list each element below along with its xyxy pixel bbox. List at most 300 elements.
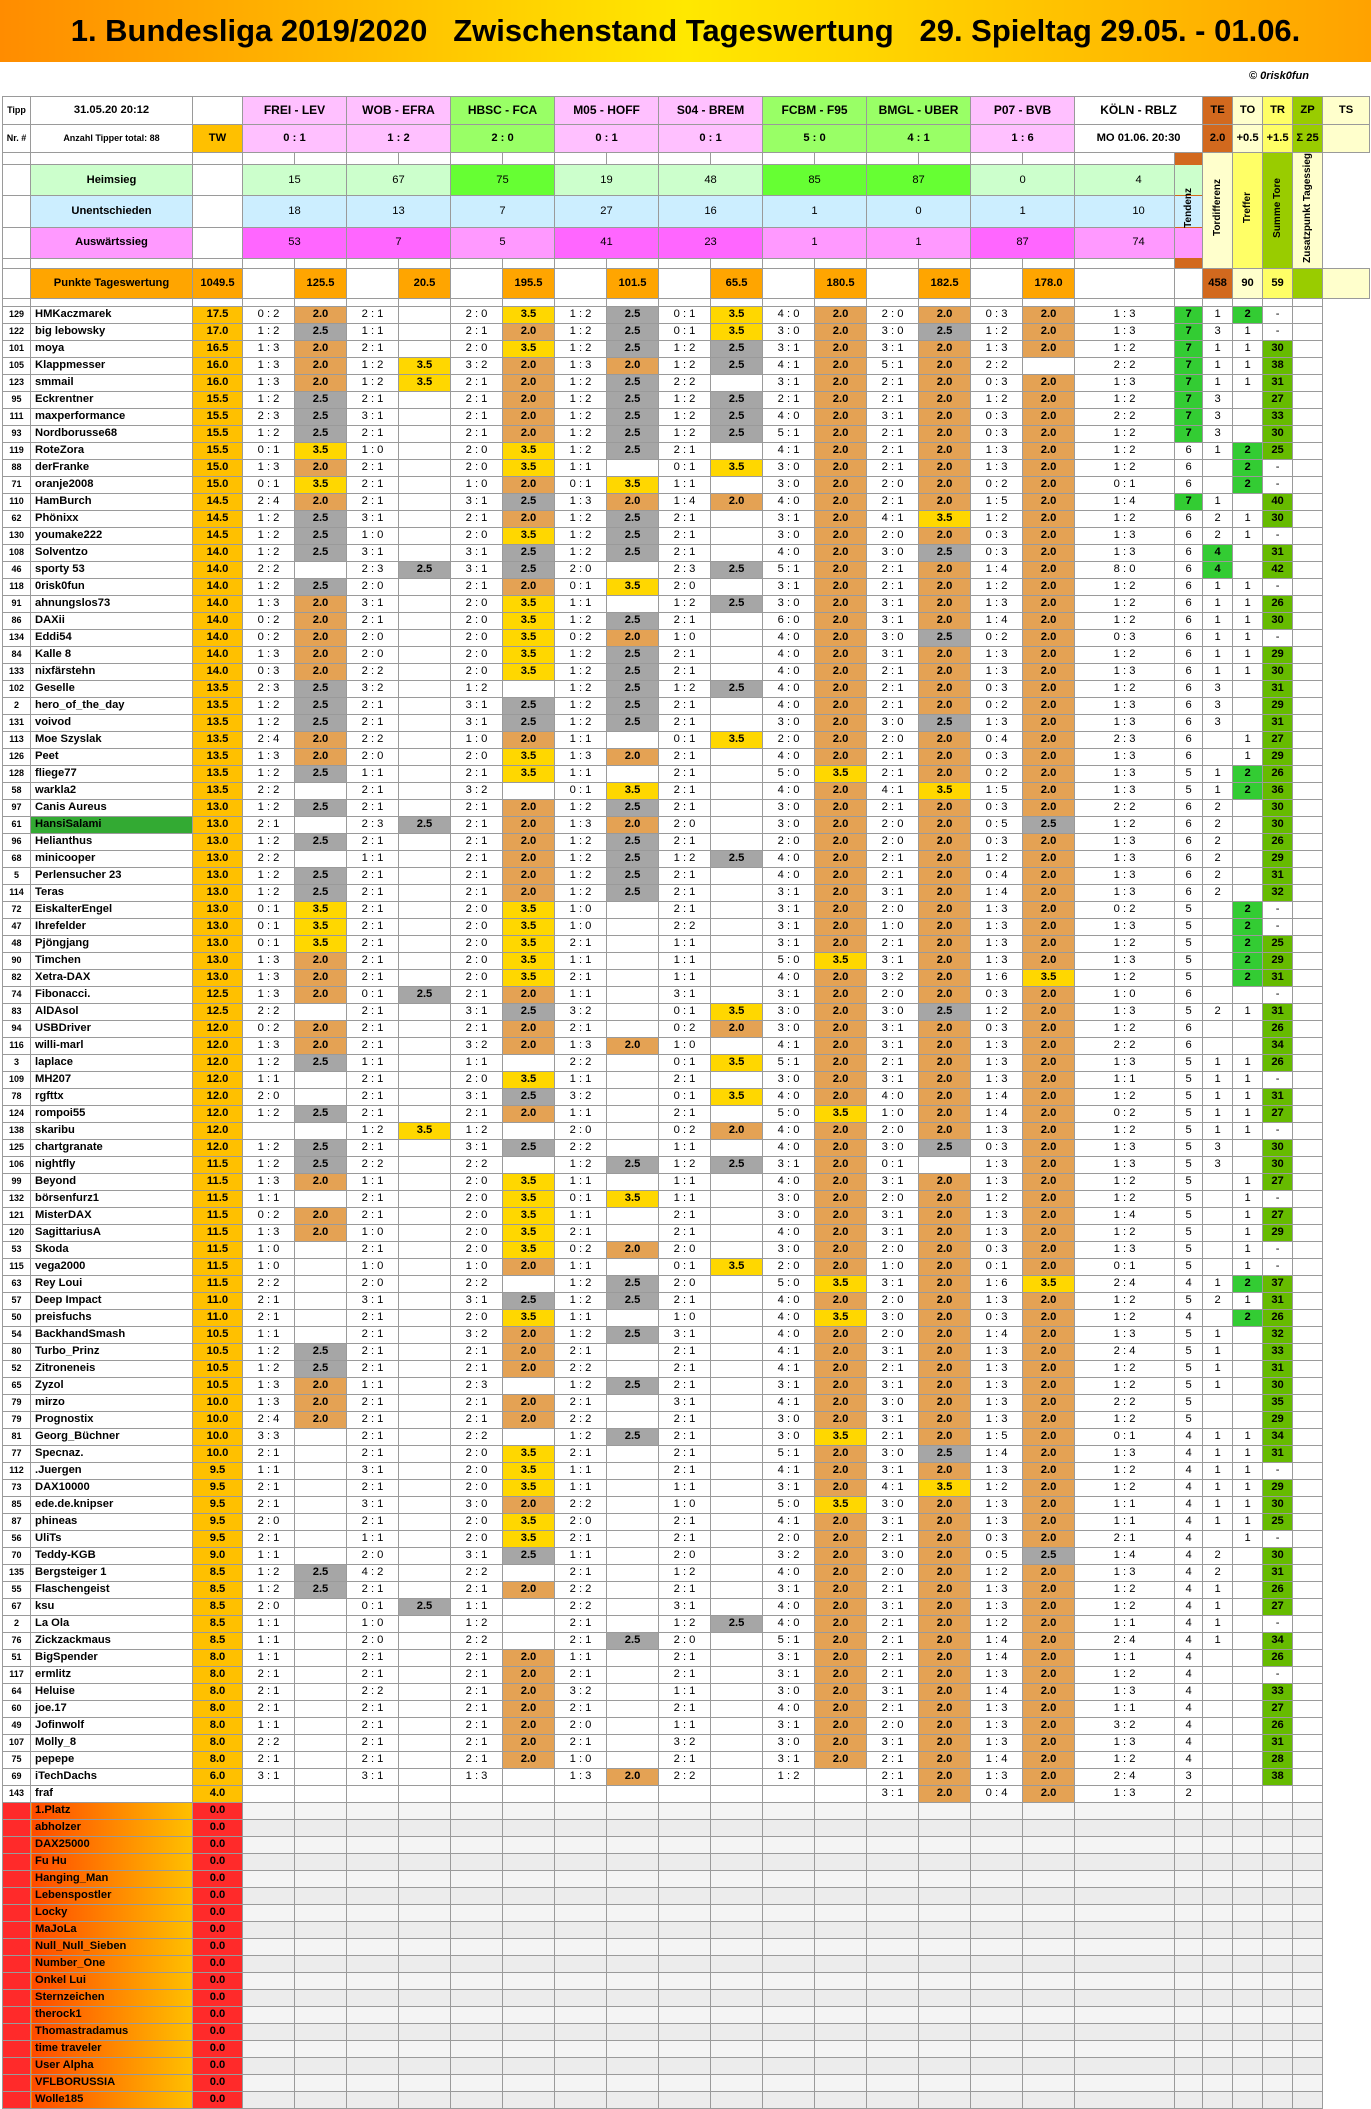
zp-count: 30 <box>1263 1377 1293 1394</box>
blank <box>555 1887 607 1904</box>
tip: 2 : 2 <box>243 1734 295 1751</box>
points: 2.0 <box>503 1649 555 1666</box>
tip: 4 : 0 <box>763 1615 815 1632</box>
ts-cell <box>1293 612 1323 629</box>
tip: 2 : 1 <box>451 1411 503 1428</box>
te-count: 5 <box>1175 1071 1203 1088</box>
blank <box>451 2040 503 2057</box>
to-count: 3 <box>1203 680 1233 697</box>
tr-count <box>1233 1785 1263 1802</box>
auswaertssieg-count: 53 <box>243 227 347 258</box>
points <box>711 1751 763 1768</box>
match-header: P07 - BVB <box>971 97 1075 125</box>
blank <box>295 1887 347 1904</box>
tip: 1 : 2 <box>659 1615 711 1632</box>
points: 2.0 <box>815 1632 867 1649</box>
blank <box>555 268 607 298</box>
blank <box>763 1802 815 1819</box>
points: 2.5 <box>607 833 659 850</box>
points: 2.5 <box>295 1054 347 1071</box>
tip: 2 : 0 <box>555 561 607 578</box>
points: 2.5 <box>919 714 971 731</box>
tipper-name: Perlensucher 23 <box>31 867 193 884</box>
points <box>607 1224 659 1241</box>
points: 3.5 <box>503 935 555 952</box>
to-count <box>1203 1190 1233 1207</box>
table-row <box>3 1581 1370 1598</box>
blank <box>711 1802 763 1819</box>
points <box>399 1190 451 1207</box>
points: 3.5 <box>503 1445 555 1462</box>
te-count: 2 <box>1175 1785 1203 1802</box>
tr-count: 1 <box>1233 1530 1263 1547</box>
zp-count: - <box>1263 1666 1293 1683</box>
points: 2.5 <box>919 1003 971 1020</box>
tipper-name: smmail <box>31 374 193 391</box>
to-count: 1 <box>1203 1479 1233 1496</box>
tip: 1 : 3 <box>971 1360 1023 1377</box>
tip: 1 : 3 <box>1075 833 1175 850</box>
blank <box>867 1870 919 1887</box>
tr-count <box>1233 391 1263 408</box>
blank <box>971 1802 1023 1819</box>
tip: 2 : 1 <box>243 1445 295 1462</box>
points <box>295 561 347 578</box>
tagesscore: 14.0 <box>193 578 243 595</box>
spacer <box>1023 298 1075 306</box>
tagesscore: 12.5 <box>193 1003 243 1020</box>
spacer <box>347 153 399 165</box>
tipper-name: VFLBORUSSIA <box>31 2074 193 2091</box>
points: 2.0 <box>1023 1411 1075 1428</box>
heimsieg-row <box>3 165 1370 196</box>
blank <box>1233 2040 1263 2057</box>
blank <box>1075 2057 1175 2074</box>
blank <box>451 1989 503 2006</box>
zero-row <box>3 2074 1370 2091</box>
points <box>607 1649 659 1666</box>
zp-value: Σ 25 <box>1293 125 1323 153</box>
tip: 2 : 3 <box>1075 731 1175 748</box>
tagesscore: 9.5 <box>193 1530 243 1547</box>
tipper-name: maxperformance <box>31 408 193 425</box>
tip: 2 : 0 <box>867 1122 919 1139</box>
te-total: 458 <box>1203 268 1233 298</box>
to-count: 1 <box>1203 629 1233 646</box>
points: 2.5 <box>503 544 555 561</box>
tagesscore: 10.0 <box>193 1428 243 1445</box>
blank <box>919 1887 971 1904</box>
ts-cell <box>1293 476 1323 493</box>
zp-count: 27 <box>1263 391 1293 408</box>
ts-cell <box>1293 1207 1323 1224</box>
tip: 1 : 3 <box>1075 714 1175 731</box>
tip: 1 : 2 <box>971 578 1023 595</box>
tip: 1 : 3 <box>971 1411 1023 1428</box>
points <box>295 1598 347 1615</box>
points: 2.0 <box>1023 986 1075 1003</box>
tip: 1 : 0 <box>347 1224 399 1241</box>
points <box>399 340 451 357</box>
tipper-name: Ihrefelder <box>31 918 193 935</box>
tip: 1 : 1 <box>347 323 399 340</box>
tip: 2 : 0 <box>867 1564 919 1581</box>
blank <box>555 2040 607 2057</box>
tip: 2 : 2 <box>243 561 295 578</box>
tipper-number: 109 <box>3 1071 31 1088</box>
tagesscore: 10.5 <box>193 1326 243 1343</box>
tip: 1 : 2 <box>1075 816 1175 833</box>
points: 2.0 <box>815 561 867 578</box>
to-count: 1 <box>1203 1071 1233 1088</box>
tr-count: 1 <box>1233 578 1263 595</box>
tagesscore: 8.5 <box>193 1615 243 1632</box>
points: 2.0 <box>503 1343 555 1360</box>
points: 2.0 <box>919 578 971 595</box>
tip: 1 : 0 <box>451 731 503 748</box>
blank <box>659 1972 711 1989</box>
points <box>503 1598 555 1615</box>
tip: 3 : 0 <box>763 1241 815 1258</box>
te-count: 6 <box>1175 646 1203 663</box>
points: 2.0 <box>711 493 763 510</box>
tip: 2 : 0 <box>867 1292 919 1309</box>
points: 2.0 <box>295 1377 347 1394</box>
unentschieden-count: 16 <box>659 196 763 227</box>
blank <box>763 1955 815 1972</box>
blank <box>919 1921 971 1938</box>
tipper-name: ede.de.knipser <box>31 1496 193 1513</box>
spacer <box>763 298 815 306</box>
points: 3.5 <box>607 578 659 595</box>
blank <box>867 2091 919 2108</box>
tip: 4 : 0 <box>763 493 815 510</box>
points <box>711 1411 763 1428</box>
ts-cell <box>1293 340 1323 357</box>
match-points: 195.5 <box>503 268 555 298</box>
spacer <box>659 259 711 269</box>
points <box>711 901 763 918</box>
blank <box>815 2091 867 2108</box>
blank <box>1023 1887 1075 1904</box>
points: 2.0 <box>295 986 347 1003</box>
tip: 2 : 1 <box>555 1530 607 1547</box>
zero-row <box>3 1938 1370 1955</box>
blank <box>1175 1955 1203 1972</box>
points: 2.0 <box>1023 697 1075 714</box>
tipper-name: RoteZora <box>31 442 193 459</box>
table-row <box>3 1173 1370 1190</box>
points: 2.0 <box>1023 1037 1075 1054</box>
tip: 2 : 1 <box>451 1649 503 1666</box>
ts-cell <box>1293 527 1323 544</box>
tip: 4 : 1 <box>763 1462 815 1479</box>
tip: 2 : 1 <box>659 1411 711 1428</box>
tip: 3 : 1 <box>867 1598 919 1615</box>
tip: 4 : 0 <box>763 1173 815 1190</box>
points <box>399 1139 451 1156</box>
table-row <box>3 884 1370 901</box>
points: 2.0 <box>815 425 867 442</box>
points: 2.0 <box>503 986 555 1003</box>
table-row <box>3 1751 1370 1768</box>
match-points: 180.5 <box>815 268 867 298</box>
spacer <box>607 298 659 306</box>
tip: 2 : 1 <box>243 1292 295 1309</box>
tip: 2 : 0 <box>867 1717 919 1734</box>
te-count: 6 <box>1175 867 1203 884</box>
points: 2.5 <box>503 1088 555 1105</box>
to-count: 2 <box>1203 884 1233 901</box>
points: 2.0 <box>919 884 971 901</box>
points: 2.0 <box>503 867 555 884</box>
points: 2.0 <box>815 476 867 493</box>
points <box>711 1496 763 1513</box>
tip: 2 : 1 <box>867 1615 919 1632</box>
blank <box>1175 1972 1203 1989</box>
points: 2.0 <box>1023 1700 1075 1717</box>
blank <box>1203 1870 1233 1887</box>
tipper-number: 117 <box>3 1666 31 1683</box>
tip: 2 : 1 <box>347 306 399 323</box>
table-row <box>3 1632 1370 1649</box>
table-row <box>3 1768 1370 1785</box>
tip <box>659 1785 711 1802</box>
points <box>711 1785 763 1802</box>
blank <box>763 2023 815 2040</box>
blank <box>555 1836 607 1853</box>
points: 2.5 <box>607 1292 659 1309</box>
blank <box>919 2040 971 2057</box>
points: 2.0 <box>919 833 971 850</box>
tip: 2 : 0 <box>763 833 815 850</box>
te-count: 5 <box>1175 1343 1203 1360</box>
spacer <box>347 298 399 306</box>
tip: 1 : 3 <box>243 646 295 663</box>
points: 2.0 <box>919 1224 971 1241</box>
points: 2.5 <box>399 1598 451 1615</box>
tr-count <box>1233 1581 1263 1598</box>
points: 2.5 <box>919 323 971 340</box>
blank <box>659 2040 711 2057</box>
tipper-name: .Juergen <box>31 1462 193 1479</box>
blank <box>295 1819 347 1836</box>
points: 2.5 <box>503 1547 555 1564</box>
points: 2.0 <box>1023 1581 1075 1598</box>
tip: 1 : 2 <box>659 408 711 425</box>
blank <box>451 2074 503 2091</box>
spacer <box>711 259 763 269</box>
blank <box>607 1972 659 1989</box>
points: 2.0 <box>1023 1309 1075 1326</box>
tip: 1 : 2 <box>971 850 1023 867</box>
table-row <box>3 646 1370 663</box>
tip: 2 : 1 <box>555 1564 607 1581</box>
blank <box>919 2023 971 2040</box>
zero-score: 0.0 <box>193 1802 243 1819</box>
points <box>711 1173 763 1190</box>
blank <box>1293 1955 1323 1972</box>
points <box>815 1785 867 1802</box>
blank <box>971 1921 1023 1938</box>
tip: 1 : 3 <box>1075 306 1175 323</box>
tipper-name: Thomastradamus <box>31 2023 193 2040</box>
blank <box>1023 2074 1075 2091</box>
tip: 3 : 0 <box>763 323 815 340</box>
zp-count: 31 <box>1263 714 1293 731</box>
tip: 4 : 1 <box>867 1479 919 1496</box>
points: 2.0 <box>503 391 555 408</box>
tip: 0 : 1 <box>659 306 711 323</box>
spacer <box>1075 259 1175 269</box>
points: 3.5 <box>295 442 347 459</box>
zp-count: 38 <box>1263 1768 1293 1785</box>
tip: 1 : 2 <box>555 442 607 459</box>
points <box>607 1360 659 1377</box>
blank <box>295 1938 347 1955</box>
tagesscore: 14.0 <box>193 612 243 629</box>
auswaertssieg-count: 41 <box>555 227 659 258</box>
tip: 1 : 2 <box>1075 1088 1175 1105</box>
points: 2.5 <box>607 408 659 425</box>
tip: 1 : 4 <box>971 1326 1023 1343</box>
tipper-name: Beyond <box>31 1173 193 1190</box>
points: 2.0 <box>815 1241 867 1258</box>
table-row <box>3 391 1370 408</box>
tip: 2 : 2 <box>555 1054 607 1071</box>
points: 2.0 <box>503 1700 555 1717</box>
table-row <box>3 1428 1370 1445</box>
points: 2.0 <box>1023 1666 1075 1683</box>
points: 2.0 <box>1023 952 1075 969</box>
tip: 1 : 3 <box>243 1173 295 1190</box>
points <box>711 1360 763 1377</box>
tip: 1 : 3 <box>971 595 1023 612</box>
spacer <box>399 259 451 269</box>
blank <box>659 1904 711 1921</box>
blank <box>607 1989 659 2006</box>
tipper-number: 79 <box>3 1411 31 1428</box>
header-row <box>3 97 1370 125</box>
ts-cell <box>1293 1241 1323 1258</box>
to-count: 1 <box>1203 1445 1233 1462</box>
to-count: 2 <box>1203 510 1233 527</box>
tipper-number: 130 <box>3 527 31 544</box>
blank <box>971 1887 1023 1904</box>
tip: 4 : 0 <box>763 1700 815 1717</box>
tipper-name: Jofinwolf <box>31 1717 193 1734</box>
zp-count: 31 <box>1263 1734 1293 1751</box>
blank <box>1263 2057 1293 2074</box>
points: 2.0 <box>1023 1292 1075 1309</box>
points: 2.0 <box>503 833 555 850</box>
tip: 5 : 0 <box>763 1496 815 1513</box>
tip: 1 : 2 <box>555 714 607 731</box>
points <box>399 1156 451 1173</box>
blank <box>1075 1836 1175 1853</box>
ts-cell <box>1293 1360 1323 1377</box>
tipper-name: joe.17 <box>31 1700 193 1717</box>
points: 3.5 <box>503 918 555 935</box>
match-header: BMGL - UBER <box>867 97 971 125</box>
tip: 2 : 2 <box>659 918 711 935</box>
tip: 1 : 4 <box>659 493 711 510</box>
blank <box>1075 2091 1175 2108</box>
tip: 1 : 2 <box>1075 1020 1175 1037</box>
points <box>919 1156 971 1173</box>
spacer <box>295 298 347 306</box>
tip: 3 : 0 <box>763 1207 815 1224</box>
tip: 1 : 2 <box>971 510 1023 527</box>
tip: 1 : 3 <box>971 935 1023 952</box>
points: 2.0 <box>815 544 867 561</box>
tip: 1 : 3 <box>1075 544 1175 561</box>
zp-count: - <box>1263 1462 1293 1479</box>
blank <box>607 2057 659 2074</box>
tip: 2 : 1 <box>867 1768 919 1785</box>
tip: 2 : 1 <box>867 442 919 459</box>
ts-cell <box>1293 1717 1323 1734</box>
tip: 0 : 1 <box>347 1598 399 1615</box>
to-count: 1 <box>1203 578 1233 595</box>
tip: 1 : 2 <box>971 1564 1023 1581</box>
tipper-name: DAXii <box>31 612 193 629</box>
ts-cell <box>1293 680 1323 697</box>
ts-cell <box>1293 1598 1323 1615</box>
tip: 1 : 1 <box>659 476 711 493</box>
points <box>295 1649 347 1666</box>
tip: 2 : 1 <box>347 340 399 357</box>
blank <box>243 1955 295 1972</box>
points: 2.0 <box>919 1377 971 1394</box>
tr-count: 1 <box>1233 748 1263 765</box>
tipper-name: Zitroneneis <box>31 1360 193 1377</box>
points: 2.0 <box>295 1207 347 1224</box>
tipper-number: 50 <box>3 1309 31 1326</box>
tip: 3 : 0 <box>867 714 919 731</box>
points <box>503 1122 555 1139</box>
tipper-name: preisfuchs <box>31 1309 193 1326</box>
points <box>711 1530 763 1547</box>
heimsieg-label: Heimsieg <box>31 165 193 196</box>
points: 2.0 <box>503 1734 555 1751</box>
points: 2.0 <box>815 748 867 765</box>
blank <box>555 2023 607 2040</box>
points <box>711 1241 763 1258</box>
points: 3.5 <box>711 459 763 476</box>
tip: 2 : 2 <box>1075 1037 1175 1054</box>
tip <box>451 1785 503 1802</box>
tipper-number: 114 <box>3 884 31 901</box>
tip: 2 : 1 <box>347 1088 399 1105</box>
table-row <box>3 1020 1370 1037</box>
points: 2.0 <box>295 595 347 612</box>
blank <box>763 2074 815 2091</box>
tr-count: 2 <box>1233 782 1263 799</box>
points <box>399 1513 451 1530</box>
points: 2.5 <box>711 1615 763 1632</box>
blank <box>555 2006 607 2023</box>
tip: 2 : 0 <box>867 731 919 748</box>
tipper-name: vega2000 <box>31 1258 193 1275</box>
tip: 1 : 2 <box>347 1122 399 1139</box>
blank <box>503 1955 555 1972</box>
tagesscore: 13.0 <box>193 901 243 918</box>
blank <box>555 1870 607 1887</box>
tip: 0 : 2 <box>243 1020 295 1037</box>
tip: 1 : 2 <box>971 1003 1023 1020</box>
blank <box>451 1819 503 1836</box>
